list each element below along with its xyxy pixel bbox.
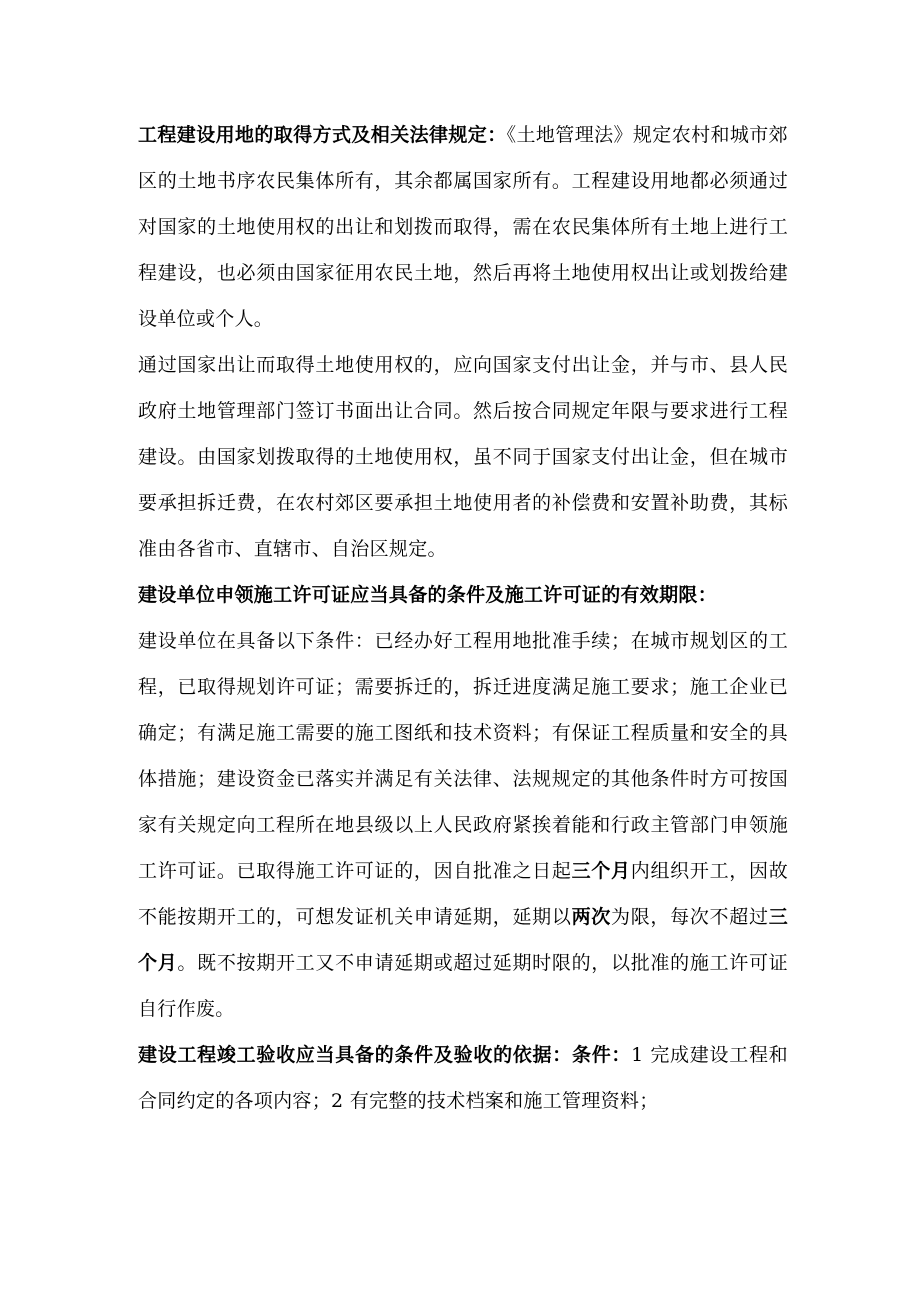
section-2-bold-three-months-2: 三个月 [138,906,788,974]
section-1-paragraph-2 [138,342,788,572]
section-1-heading: 工程建设用地的取得方式及相关法律规定： [138,124,507,146]
section-2-text-d: 。既不按期开工又不申请延期或超过延期时限的，以批准的施工许可证自行作废。 [138,952,788,1020]
section-2-heading: 建设单位申领施工许可证应当具备的条件及施工许可证的有效期限： [138,584,718,606]
section-2-bold-two-times: 两次 [571,906,612,928]
section-3-text: 1 完成建设工程和合同约定的各项内容；2 有完整的技术档案和施工管理资料； [138,1044,788,1112]
section-2-text-b: 内组织开工，因故不能按期开工的，可想发证机关申请延期，延期以 [138,860,788,928]
section-2-heading-line [138,572,788,618]
section-3-paragraph [138,1032,788,1124]
section-3-heading: 建设工程竣工验收应当具备的条件及验收的依据：条件： [138,1044,632,1066]
section-2-bold-three-months-1: 三个月 [571,860,631,882]
section-1-paragraph-1 [138,112,788,342]
section-2-paragraph [138,618,788,1032]
section-2-text-c: 为限，每次不超过 [611,906,769,928]
document-page [138,112,788,1124]
section-2-text-a: 建设单位在具备以下条件：已经办好工程用地批准手续；在城市规划区的工程，已取得规划许可证；需要拆迁的，拆迁进度满足施工要求；施工企业已确定；有满足施工需要的施工图纸和技术资料；有保证工程质量和安全的具体措施；建设资金已落实并满足有关法律、法规规定的其他条件时方可按国家有关规定向工程所在地县级以上人民政府紧挨着能和行政主管部门申领施工许可证。已取得施工许可证的，因自批准之日起 [138,630,788,882]
section-1-text-2: 通过国家出让而取得土地使用权的，应向国家支付出让金，并与市、县人民政府土地管理部门签订书面出让合同。然后按合同规定年限与要求进行工程建设。由国家划拨取得的土地使用权，虽不同于国家支付出让金，但在城市要承担拆迁费，在农村郊区要承担土地使用者的补偿费和安置补助费，其标准由各省市、直辖市、自治区规定。 [138,354,788,560]
section-1-text-1: 《土地管理法》规定农村和城市郊区的土地书序农民集体所有，其余都属国家所有。工程建设用地都必须通过对国家的土地使用权的出让和划拨而取得，需在农民集体所有土地上进行工程建设，也必须由国家征用农民土地，然后再将土地使用权出让或划拨给建设单位或个人。 [138,124,788,330]
